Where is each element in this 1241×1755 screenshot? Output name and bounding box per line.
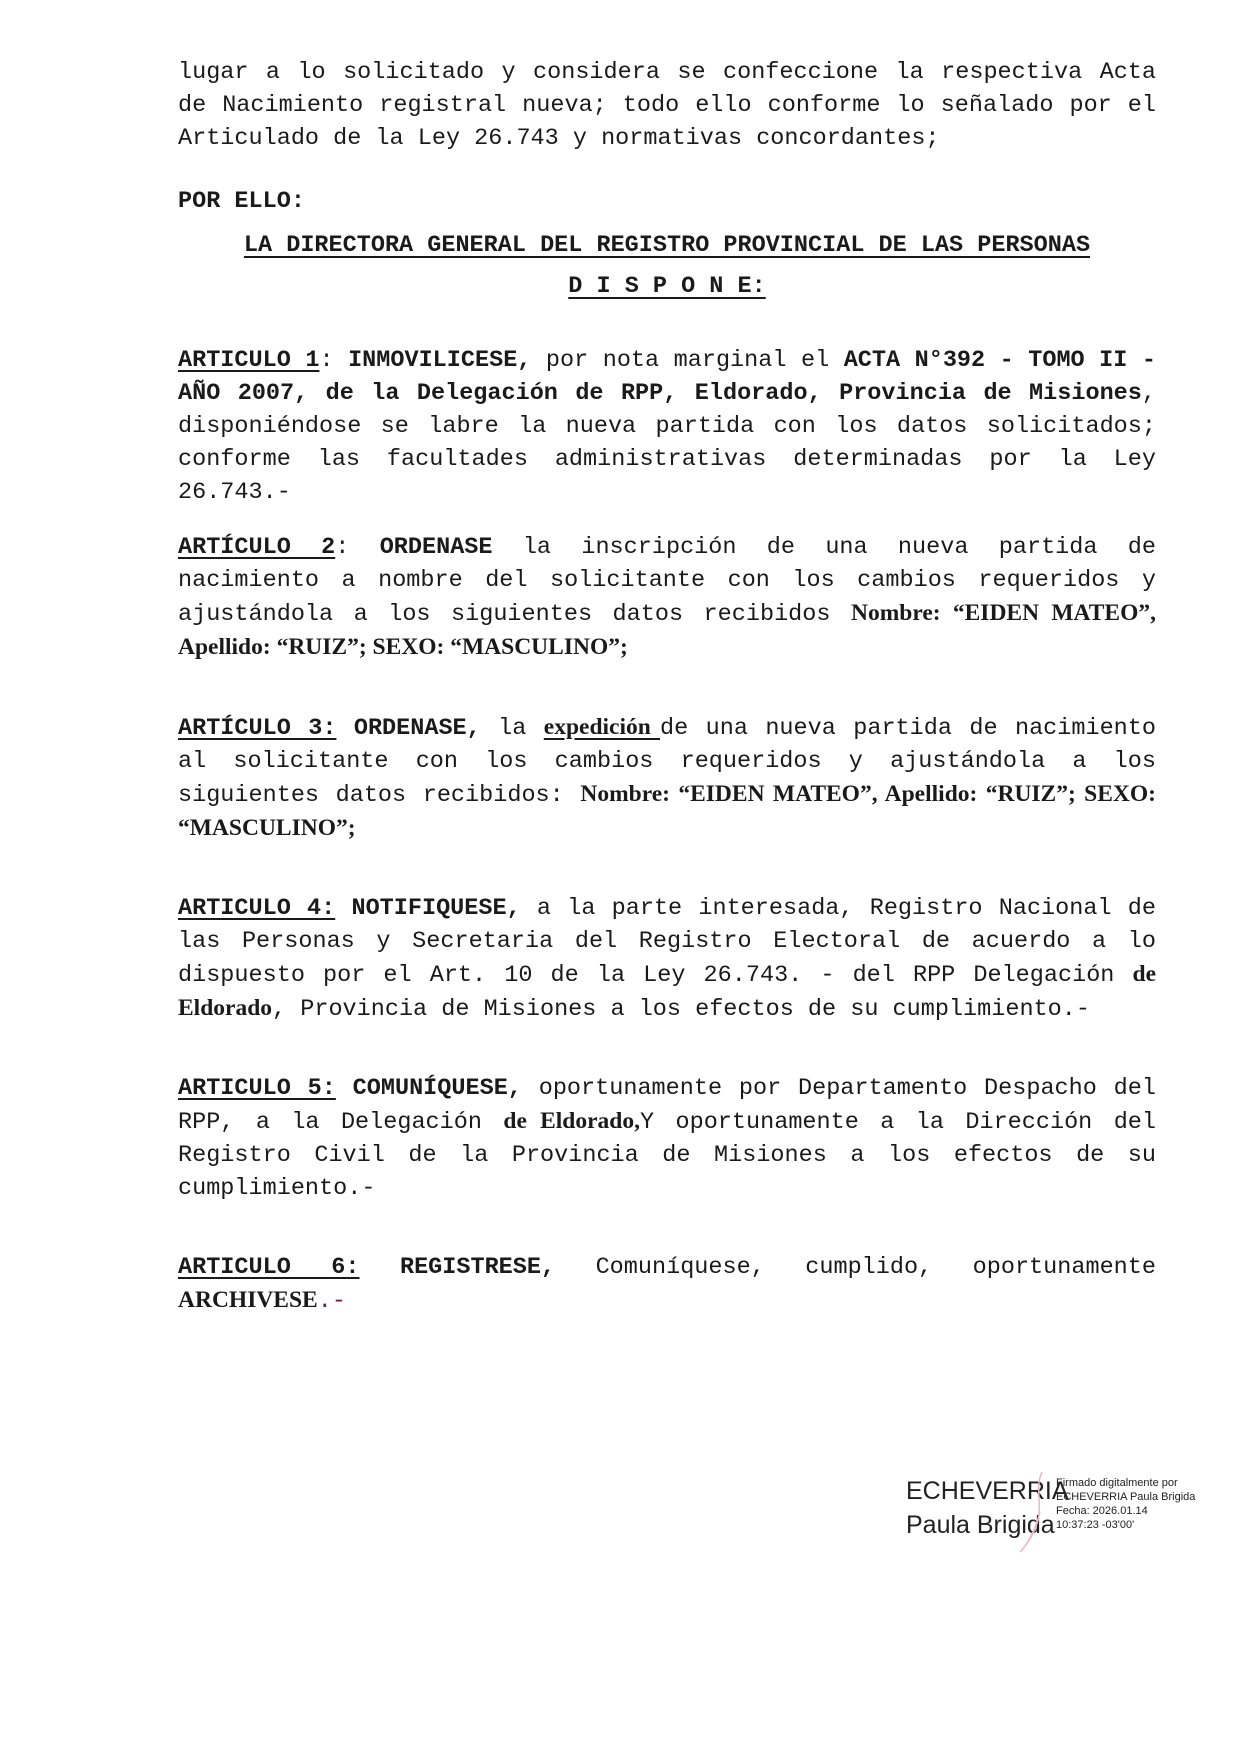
- signature-line-2: ECHEVERRIA Paula Brigida: [1056, 1491, 1196, 1503]
- article-3: [178, 711, 1156, 846]
- article-1-verb: INMOVILICESE,: [348, 347, 532, 374]
- article-5-eldorado: de Eldorado,: [503, 1108, 640, 1134]
- por-ello-heading: POR ELLO:: [178, 188, 305, 215]
- article-4-label: ARTICULO 4:: [178, 895, 336, 922]
- signature-info: [1056, 1476, 1195, 1532]
- article-4: [178, 892, 1156, 1026]
- article-2-sep: :: [335, 534, 350, 561]
- article-2-verb: ORDENASE: [379, 534, 493, 561]
- article-5-label: ARTICULO 5:: [178, 1075, 336, 1102]
- article-5-text-b: Y oportunamente a la Dirección del Registro Civil de la Provincia de Misiones a los efectos de su cumplimiento.-: [178, 1109, 1157, 1202]
- article-5-text-a: oportunamente por Departamento Despacho del RPP, a la Delegación: [178, 1075, 1156, 1136]
- signature-line-3: Fecha: 2026.01.14: [1056, 1505, 1148, 1517]
- dispone-heading: D I S P O N E:: [568, 273, 766, 300]
- signature-line-4: 10:37:23 -03'00': [1056, 1519, 1135, 1531]
- signature-scribble-icon: [1014, 1468, 1054, 1556]
- article-2-text-a: la inscripción de una nueva partida de nacimiento a nombre del solicitante con los cambios requeridos y ajustándola a los siguientes datos recibidos: [178, 534, 1156, 628]
- article-6: [178, 1251, 1156, 1318]
- digital-signature: [906, 1474, 1206, 1554]
- article-6-verb: REGISTRESE,: [399, 1254, 556, 1281]
- article-3-text-b: de una nueva partida de nacimiento al solicitante con los cambios requeridos y ajustándola a los siguientes datos recibidos:: [178, 715, 1156, 809]
- article-3-verb: ORDENASE,: [353, 715, 481, 742]
- authority-heading: LA DIRECTORA GENERAL DEL REGISTRO PROVINCIAL DE LAS PERSONAS: [243, 232, 1091, 259]
- article-1-text-a: por nota marginal el: [531, 347, 844, 374]
- article-4-eldorado: de Eldorado: [178, 961, 1156, 1021]
- intro-paragraph: lugar a lo solicitado y considera se confeccione la respectiva Acta de Nacimiento registral nueva; todo ello conforme lo señalado por el Articulado de la Ley 26.743 y normativas concordantes;: [178, 59, 1156, 152]
- article-3-data: Nombre: “EIDEN MATEO”, Apellido: “RUIZ”; SEXO: “MASCULINO”;: [178, 781, 1156, 841]
- article-5: [178, 1072, 1156, 1205]
- signer-surname: ECHEVERRIA: [906, 1477, 1069, 1505]
- article-2-data: Nombre: “EIDEN MATEO”, Apellido: “RUIZ”; SEXO: “MASCULINO”;: [178, 600, 1156, 660]
- document-page: [178, 56, 1156, 1318]
- article-1-label: ARTICULO 1: [178, 347, 320, 374]
- article-3-expedicion: expedición: [543, 714, 661, 740]
- article-2: [178, 531, 1156, 665]
- article-3-text-a: la: [480, 715, 544, 742]
- article-1-acta: ACTA N°392 - TOMO II -AÑO 2007, de la Delegación de RPP, Eldorado, Provincia de Misiones: [178, 347, 1156, 407]
- article-4-text-b: , Provincia de Misiones a los efectos de su cumplimiento.-: [272, 996, 1090, 1023]
- article-1-sep: :: [319, 347, 334, 374]
- signer-given-name: Paula Brigida: [906, 1511, 1055, 1539]
- article-1: [178, 344, 1156, 509]
- article-1-text-b: , disponiéndose se labre la nueva partida con los datos solicitados; conforme las facultades administrativas determinadas por la Ley 26.743.-: [178, 380, 1156, 506]
- article-4-text-a: a la parte interesada, Registro Nacional de las Personas y Secretaria del Registro Electoral de acuerdo a lo dispuesto por el Art. 10 de la Ley 26.743. - del RPP Delegación: [178, 895, 1156, 989]
- signature-line-1: Firmado digitalmente por: [1056, 1477, 1178, 1489]
- article-6-label: ARTICULO 6:: [178, 1254, 360, 1281]
- article-6-text-b: .-: [317, 1288, 346, 1315]
- article-6-archivese: ARCHIVESE: [178, 1287, 318, 1313]
- article-6-text-a: Comuníquese, cumplido, oportunamente: [555, 1254, 1156, 1281]
- article-3-label: ARTÍCULO 3:: [178, 715, 337, 742]
- article-4-verb: NOTIFIQUESE,: [351, 895, 521, 922]
- article-5-verb: COMUNÍQUESE,: [352, 1075, 522, 1102]
- article-2-label: ARTÍCULO 2: [178, 534, 336, 561]
